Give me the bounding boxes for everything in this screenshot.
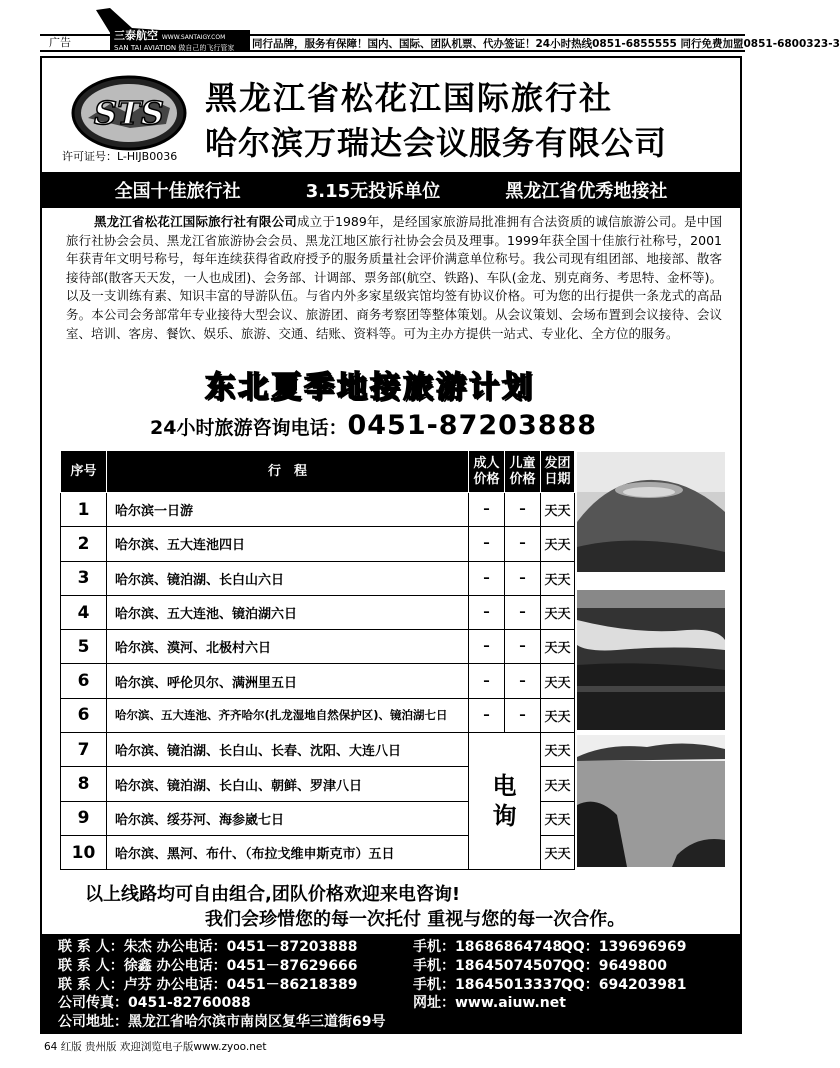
table-row: 4 哈尔滨、五大连池、镜泊湖六日 – – 天天 bbox=[61, 595, 575, 629]
table-row: 3 哈尔滨、镜泊湖、长白山六日 – – 天天 bbox=[61, 561, 575, 595]
airline-name: 三泰航空 WWW.SANTAIGY.COM bbox=[114, 29, 226, 42]
sts-logo-icon bbox=[70, 74, 188, 152]
honors-bar bbox=[42, 172, 740, 208]
intro-company: 黑龙江省松花江国际旅行社有限公司 bbox=[94, 214, 297, 229]
contact-row: 公司传真：0451-82760088 网址：www.aiuw.net bbox=[58, 995, 566, 1012]
table-row: 6 哈尔滨、呼伦贝尔、满洲里五日 – – 天天 bbox=[61, 664, 575, 698]
volcano-photo bbox=[577, 452, 725, 572]
table-header bbox=[61, 451, 575, 493]
col-depart: 发团 日期 bbox=[541, 451, 575, 493]
honor-item: 全国十佳旅行社 bbox=[114, 181, 241, 202]
honor-item: 3.15无投诉单位 bbox=[305, 181, 441, 202]
table-row: 10 哈尔滨、黑河、布什、（布拉戈维申斯克市）五日 天天 bbox=[61, 835, 575, 869]
col-route: 行 程 bbox=[107, 451, 469, 493]
col-adult: 成人 价格 bbox=[469, 451, 505, 493]
company-title-2: 哈尔滨万瑞达会议服务有限公司 bbox=[205, 124, 668, 162]
plan-title: 东北夏季地接旅游计划 bbox=[205, 370, 535, 405]
contact-row: 联 系 人：卢芬 办公电话：0451－86218389 手机：18645013337 QQ：694203981 bbox=[58, 976, 687, 993]
col-no: 序号 bbox=[61, 451, 107, 493]
contact-row: 公司地址：黑龙江省哈尔滨市南岗区复华三道街69号 bbox=[58, 1014, 386, 1031]
grassland-photo bbox=[577, 590, 725, 730]
page-footer: 64 红版 贵州版 欢迎浏览电子版www.zyoo.net bbox=[44, 1041, 267, 1053]
hotline-label: 24小时旅游咨询电话： bbox=[150, 417, 348, 439]
call-for-price: 电 询 bbox=[469, 733, 541, 870]
table-row: 1 哈尔滨一日游 – – 天天 bbox=[61, 493, 575, 527]
contacts-box bbox=[42, 934, 740, 1032]
intro-text: 成立于1989年，是经国家旅游局批准拥有合法资质的诚信旅游公司。是中国旅行社协会会员、黑龙江省旅游协会会员、黑龙江地区旅行社协会会员及理事。1999年获全国十佳旅行社称号，2001年获青年文明号称号，每年连续获得省政府授予的服务质量社会评价满意单位称号。我公司现有组团部、地接部、散客接待部(散客天天发，一人也成团)、会务部、计调部、票务部(航空、铁路)、车队(金龙、别克商务、考思特、金杯等)。以及一支训练有素、知识丰富的导游队伍。与省内外多家星级宾馆均签有协议价格。可为您的出行提供一条龙式的高品务。本公司会务部常年专业接待大型会议、旅游团、商务考察团等整体策划。从会议策划、会场布置到会议接待、会议室、培训、客房、餐饮、娱乐、旅游、交通、结账、资料等。可为主办方提供一站式、专业化、全方位的服务。 bbox=[66, 214, 722, 341]
logo-text: STS bbox=[93, 94, 165, 132]
table-row: 8 哈尔滨、镜泊湖、长白山、朝鲜、罗津八日 天天 bbox=[61, 767, 575, 801]
ad-text: 同行品牌，服务有保障！国内、国际、团队机票、代办签证！24小时热线0851-6855555 同行免费加盟0851-6800323-3 bbox=[252, 38, 840, 50]
contact-row: 联 系 人：朱杰 办公电话：0451－87203888 手机：18686864748 QQ：139696969 bbox=[58, 939, 687, 955]
lake-photo bbox=[577, 735, 725, 867]
honor-item: 黑龙江省优秀地接社 bbox=[505, 181, 668, 202]
license-number: 许可证号：L-HIJB0036 bbox=[62, 150, 178, 163]
table-row: 6 哈尔滨、五大连池、齐齐哈尔(扎龙湿地自然保护区)、镜泊湖七日 – – 天天 bbox=[61, 698, 575, 732]
note-slogan: 我们会珍惜您的每一次托付 重视与您的每一次合作。 bbox=[205, 909, 626, 930]
table-row: 5 哈尔滨、漠河、北极村六日 – – 天天 bbox=[61, 630, 575, 664]
table-row: 2 哈尔滨、五大连池四日 – – 天天 bbox=[61, 527, 575, 561]
contact-row: 联 系 人：徐鑫 办公电话：0451－87629666 手机：18645074507 QQ：9649800 bbox=[58, 957, 667, 974]
hotline-number: 0451-87203888 bbox=[347, 410, 598, 441]
hotline bbox=[150, 410, 597, 441]
airline-logo bbox=[110, 30, 250, 52]
company-title-1: 黑龙江省松花江国际旅行社 bbox=[205, 79, 614, 117]
table-row: 9 哈尔滨、绥芬河、海参崴七日 天天 bbox=[61, 801, 575, 835]
route-table bbox=[60, 450, 575, 870]
note-combination: 以上线路均可自由组合,团队价格欢迎来电咨询! bbox=[85, 884, 461, 905]
table-row: 7 哈尔滨、镜泊湖、长白山、长春、沈阳、大连八日 电 询 天天 bbox=[61, 733, 575, 767]
company-intro bbox=[66, 213, 722, 343]
airline-en: SAN TAI AVIATION 做自己的飞行管家 bbox=[114, 44, 235, 52]
col-child: 儿童 价格 bbox=[505, 451, 541, 493]
ad-tag: 广告 bbox=[49, 36, 71, 49]
